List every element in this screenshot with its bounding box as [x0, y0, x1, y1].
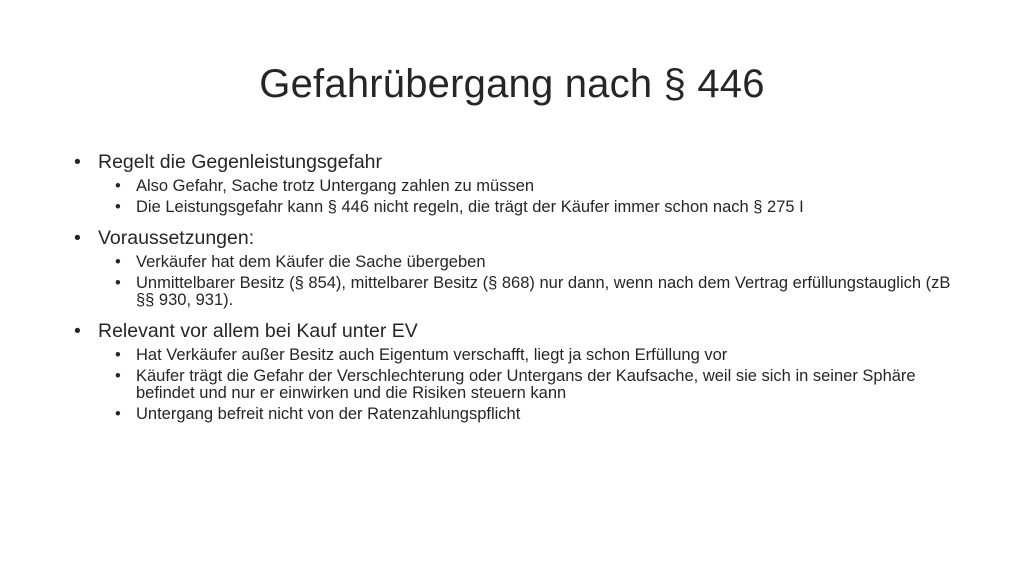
- bullet-icon: •: [74, 320, 81, 342]
- bullet-item: [70, 319, 960, 343]
- bullet-icon: •: [74, 227, 81, 249]
- bullet-text: Voraussetzungen:: [98, 227, 255, 249]
- sub-bullet-item: [70, 199, 960, 216]
- bullet-icon: •: [115, 367, 121, 385]
- bullet-icon: •: [115, 346, 121, 364]
- bullet-icon: •: [115, 253, 121, 271]
- sub-bullet-item: [70, 254, 960, 271]
- sub-bullet-text: Verkäufer hat dem Käufer die Sache übergeben: [136, 253, 486, 271]
- bullet-icon: •: [115, 405, 121, 423]
- bullet-item: [70, 226, 960, 250]
- sub-bullet-text: Käufer trägt die Gefahr der Verschlechterung oder Untergans der Kaufsache, weil sie sich in seiner Sphäre befindet und nur er einwirken und die Risiken steuern kann: [136, 367, 916, 402]
- sub-bullet-item: [70, 347, 960, 364]
- sub-bullet-text: Also Gefahr, Sache trotz Untergang zahlen zu müssen: [136, 177, 535, 195]
- bullet-icon: •: [115, 177, 121, 195]
- sub-bullet-item: [70, 178, 960, 195]
- sub-bullet-text: Untergang befreit nicht von der Ratenzahlungspflicht: [136, 405, 521, 423]
- bullet-text: Regelt die Gegenleistungsgefahr: [98, 151, 383, 173]
- sub-bullet-text: Die Leistungsgefahr kann § 446 nicht regeln, die trägt der Käufer immer schon nach § 275 I: [136, 198, 804, 216]
- sub-bullet-item: [70, 368, 960, 402]
- bullet-icon: •: [115, 274, 121, 292]
- bullet-list: [70, 150, 960, 423]
- bullet-text: Relevant vor allem bei Kauf unter EV: [98, 320, 418, 342]
- bullet-item: [70, 150, 960, 174]
- slide-title: Gefahrübergang nach § 446: [259, 62, 765, 106]
- sub-bullet-item: [70, 275, 960, 309]
- bullet-icon: •: [115, 198, 121, 216]
- bullet-icon: •: [74, 151, 81, 173]
- sub-bullet-item: [70, 406, 960, 423]
- sub-bullet-text: Hat Verkäufer außer Besitz auch Eigentum verschafft, liegt ja schon Erfüllung vor: [136, 346, 728, 364]
- sub-bullet-text: Unmittelbarer Besitz (§ 854), mittelbarer Besitz (§ 868) nur dann, wenn nach dem Vertrag erfüllungstauglich (zB §§ 930, 931).: [136, 274, 951, 309]
